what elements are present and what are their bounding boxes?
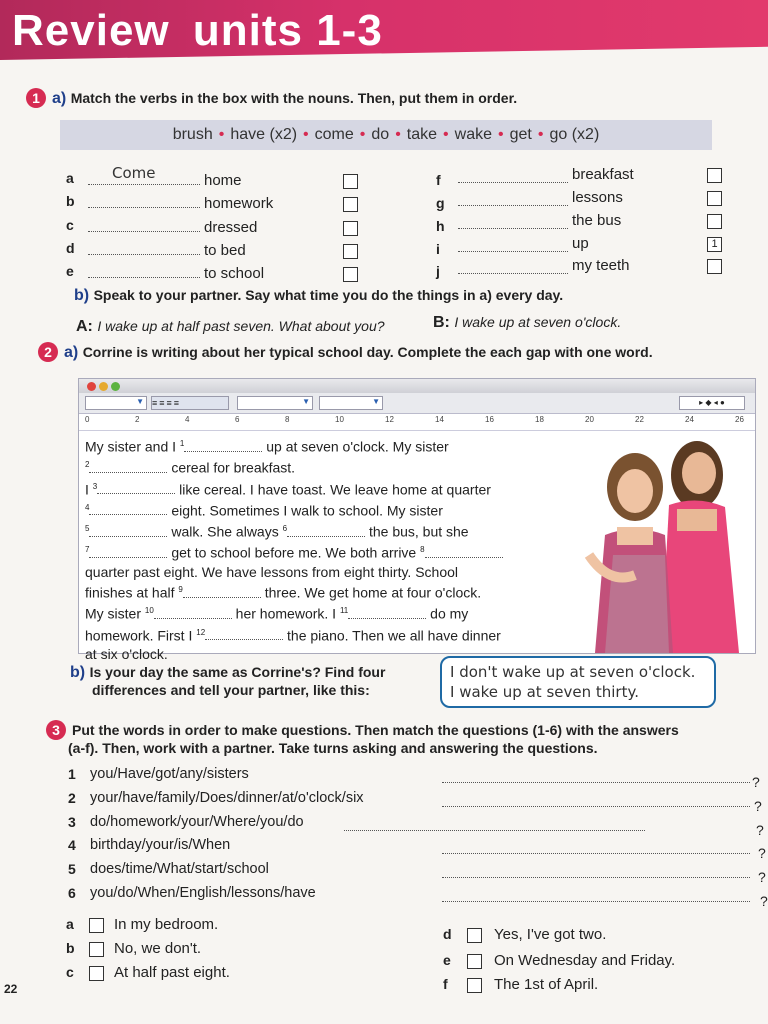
noun-label: the bus bbox=[572, 212, 622, 229]
bullet-dot: • bbox=[359, 126, 366, 143]
section3-heading bbox=[46, 720, 762, 758]
text-line bbox=[85, 520, 565, 541]
gap-blank[interactable] bbox=[89, 524, 167, 537]
noun-label: homework bbox=[204, 195, 274, 212]
gap-number: 8 bbox=[420, 545, 425, 555]
question-number: 2 bbox=[68, 790, 76, 806]
question-mark: ? bbox=[760, 893, 768, 909]
item-letter: a bbox=[66, 170, 74, 186]
answer-text: In my bedroom. bbox=[114, 916, 219, 933]
text-segment: three. We get home at four o'clock. bbox=[260, 584, 482, 601]
answer-blank[interactable] bbox=[458, 259, 568, 274]
question-mark: ? bbox=[758, 845, 766, 861]
answer-text: On Wednesday and Friday. bbox=[494, 952, 676, 969]
question-answer-line[interactable] bbox=[442, 794, 750, 807]
question-answer-line[interactable] bbox=[442, 770, 750, 783]
window-toolbar bbox=[79, 393, 755, 414]
order-checkbox[interactable] bbox=[707, 168, 722, 183]
answer-text: Yes, I've got two. bbox=[494, 926, 607, 943]
ruler-tick: 10 bbox=[335, 415, 344, 424]
ruler-tick: 16 bbox=[485, 415, 494, 424]
answer-blank[interactable] bbox=[458, 214, 568, 229]
order-checkbox[interactable] bbox=[343, 174, 358, 189]
noun-label: to school bbox=[204, 265, 265, 282]
question-mark: ? bbox=[752, 774, 760, 790]
noun-label: home bbox=[204, 172, 242, 189]
section-number: 1 bbox=[26, 88, 46, 108]
noun-label: to bed bbox=[204, 242, 246, 259]
text-segment: My sister bbox=[85, 606, 145, 622]
question-words: you/Have/got/any/sisters bbox=[90, 766, 249, 782]
answer-text: No, we don't. bbox=[114, 940, 202, 957]
word-box-item: take bbox=[406, 126, 438, 143]
part-label: b) bbox=[74, 287, 90, 304]
ruler-tick: 14 bbox=[435, 415, 444, 424]
item-letter: f bbox=[436, 172, 441, 188]
font-dropdown[interactable] bbox=[85, 396, 147, 410]
answer-blank[interactable] bbox=[458, 191, 568, 206]
bullet-dot: • bbox=[218, 126, 225, 143]
gap-blank[interactable] bbox=[205, 627, 283, 640]
gap-blank[interactable] bbox=[97, 481, 175, 494]
gap-blank[interactable] bbox=[348, 606, 426, 619]
answer-letter: a bbox=[66, 916, 74, 932]
answer-checkbox[interactable] bbox=[467, 978, 482, 993]
word-box-item: get bbox=[509, 126, 532, 143]
question-words: your/have/family/Does/dinner/at/o'clock/six bbox=[90, 790, 364, 806]
section-number: 3 bbox=[46, 720, 66, 740]
text-segment: get to school before me. We both arrive bbox=[167, 544, 421, 561]
ruler-tick: 4 bbox=[185, 415, 190, 424]
nav-arrows[interactable]: ▸ ◆ ◂ ● bbox=[679, 396, 745, 410]
style-dropdown[interactable] bbox=[237, 396, 313, 410]
text-segment: homework. First I bbox=[85, 627, 197, 644]
size-dropdown[interactable] bbox=[319, 396, 383, 410]
question-number: 6 bbox=[68, 885, 76, 901]
answer-letter: f bbox=[443, 976, 448, 992]
noun-label: dressed bbox=[204, 219, 258, 236]
answer-checkbox[interactable] bbox=[467, 954, 482, 969]
ruler-tick: 26 bbox=[735, 415, 744, 424]
ruler-tick: 12 bbox=[385, 415, 394, 424]
question-words: you/do/When/English/lessons/have bbox=[90, 885, 316, 901]
part-label: a) bbox=[52, 90, 67, 107]
question-answer-line[interactable] bbox=[442, 865, 750, 878]
part-label: b) bbox=[70, 664, 86, 681]
text-line bbox=[85, 499, 565, 520]
answer-letter: d bbox=[443, 926, 452, 942]
ruler-tick: 18 bbox=[535, 415, 544, 424]
text-segment: up at seven o'clock. My sister bbox=[262, 438, 449, 455]
section3-instruction-1: Put the words in order to make questions. Then match the questions (1-6) with the answers bbox=[72, 722, 679, 738]
question-number: 4 bbox=[68, 837, 76, 853]
word-box-item: come bbox=[314, 126, 354, 143]
ruler-tick: 22 bbox=[635, 415, 644, 424]
word-box-item: have (x2) bbox=[230, 126, 298, 143]
align-buttons[interactable]: ≡≡≡≡ bbox=[151, 396, 229, 410]
ruler-tick: 2 bbox=[135, 415, 140, 424]
section2-a-instruction: Corrine is writing about her typical school day. Complete the each gap with one word. bbox=[82, 344, 653, 360]
speech-bubble bbox=[440, 656, 716, 708]
answer-letter: b bbox=[66, 940, 75, 956]
item-letter: e bbox=[66, 263, 74, 279]
speaker-label: B: bbox=[433, 314, 450, 331]
order-checkbox[interactable] bbox=[707, 191, 722, 206]
noun-label: breakfast bbox=[572, 166, 634, 183]
ruler-tick: 6 bbox=[235, 415, 240, 424]
question-answer-line[interactable] bbox=[344, 818, 645, 831]
answer-checkbox[interactable] bbox=[89, 966, 104, 981]
text-segment: do my bbox=[426, 606, 469, 622]
answer-blank[interactable] bbox=[458, 237, 568, 252]
text-segment: quarter past eight. We have lessons from eight thirty. School bbox=[85, 563, 459, 580]
bubble-line: I wake up at seven thirty. bbox=[450, 683, 639, 701]
question-mark: ? bbox=[756, 822, 764, 838]
gap-number: 10 bbox=[144, 606, 154, 616]
noun-label: my teeth bbox=[572, 257, 630, 274]
question-words: do/homework/your/Where/you/do bbox=[90, 814, 304, 830]
minimize-icon[interactable] bbox=[99, 382, 108, 391]
order-checkbox[interactable] bbox=[707, 214, 722, 229]
order-checkbox[interactable]: 1 bbox=[707, 237, 722, 252]
section2-heading bbox=[38, 342, 653, 362]
order-checkbox[interactable] bbox=[343, 221, 358, 236]
section1-heading bbox=[26, 88, 517, 108]
gap-blank[interactable] bbox=[287, 524, 365, 537]
question-mark: ? bbox=[754, 798, 762, 814]
question-number: 3 bbox=[68, 814, 76, 830]
order-checkbox[interactable] bbox=[343, 244, 358, 259]
gap-number: 4 bbox=[85, 502, 90, 512]
section1-b-heading bbox=[74, 287, 563, 305]
section2-b-instruction-2: differences and tell your partner, like this: bbox=[92, 682, 370, 698]
answer-checkbox[interactable] bbox=[89, 918, 104, 933]
speaker-label: A: bbox=[76, 318, 93, 335]
chevron-down-icon: ▼ bbox=[136, 397, 144, 406]
order-checkbox[interactable] bbox=[343, 267, 358, 282]
item-letter: c bbox=[66, 217, 74, 233]
item-letter: h bbox=[436, 218, 445, 234]
question-words: birthday/your/is/When bbox=[90, 837, 231, 853]
section1-b-instruction: Speak to your partner. Say what time you do the things in a) every day. bbox=[93, 287, 564, 303]
item-letter: g bbox=[436, 195, 445, 211]
page-title bbox=[12, 6, 383, 56]
zoom-icon[interactable] bbox=[111, 382, 120, 391]
answer-blank[interactable] bbox=[88, 240, 200, 255]
order-checkbox[interactable] bbox=[343, 197, 358, 212]
word-box-item: wake bbox=[454, 126, 493, 143]
window-titlebar bbox=[79, 379, 755, 393]
ruler-tick: 24 bbox=[685, 415, 694, 424]
gap-number: 5 bbox=[85, 524, 90, 533]
gap-number: 12 bbox=[196, 627, 206, 637]
chevron-down-icon: ▼ bbox=[302, 397, 310, 406]
answer-blank[interactable] bbox=[88, 217, 200, 232]
section3-instruction-2: (a-f). Then, work with a partner. Take turns asking and answering the questions. bbox=[68, 740, 598, 756]
text-segment: like cereal. I have toast. We leave home at quarter bbox=[175, 481, 491, 498]
review-word: Review bbox=[12, 6, 170, 55]
item-letter: j bbox=[436, 263, 440, 279]
question-number: 1 bbox=[68, 766, 76, 782]
gap-blank[interactable] bbox=[89, 545, 167, 558]
answer-checkbox[interactable] bbox=[89, 942, 104, 957]
text-segment: eight. Sometimes I walk to school. My sister bbox=[167, 502, 443, 519]
section2-b-instruction-1: Is your day the same as Corrine's? Find four bbox=[89, 664, 386, 680]
answer-letter: c bbox=[66, 964, 74, 980]
section-number: 2 bbox=[38, 342, 58, 362]
item-letter: b bbox=[66, 193, 75, 209]
page-number: 22 bbox=[4, 982, 18, 996]
dialogue-a bbox=[76, 318, 385, 336]
item-letter: i bbox=[436, 241, 440, 257]
answer-blank[interactable] bbox=[458, 168, 568, 183]
bullet-dot: • bbox=[303, 126, 309, 143]
units-title: units 1-3 bbox=[192, 6, 383, 55]
text-line bbox=[85, 456, 565, 477]
text-segment: the piano. Then we all have dinner bbox=[283, 627, 501, 644]
gap-blank[interactable] bbox=[89, 502, 167, 515]
answer-blank[interactable] bbox=[88, 263, 200, 278]
answer-text: At half past eight. bbox=[114, 964, 230, 981]
gap-number: 2 bbox=[85, 460, 90, 470]
dialogue-text: I wake up at half past seven. What about you? bbox=[97, 318, 385, 334]
text-segment: walk. She always bbox=[167, 523, 283, 540]
page-header bbox=[0, 0, 768, 62]
corrine-text bbox=[85, 435, 565, 663]
gap-blank[interactable] bbox=[89, 460, 167, 473]
bubble-line: I don't wake up at seven o'clock. bbox=[450, 663, 696, 681]
handwritten-answer: Come bbox=[112, 164, 156, 182]
question-words: does/time/What/start/school bbox=[90, 861, 269, 877]
word-box bbox=[60, 120, 712, 150]
text-line bbox=[85, 478, 565, 499]
word-processor-window bbox=[78, 378, 756, 662]
question-answer-line[interactable] bbox=[442, 841, 750, 854]
bullet-dot: • bbox=[537, 126, 544, 143]
text-segment: at six o'clock. bbox=[85, 645, 168, 662]
gap-number: 7 bbox=[85, 545, 90, 555]
ruler bbox=[79, 414, 755, 431]
gap-number: 3 bbox=[92, 481, 98, 491]
text-segment: My sister and I bbox=[85, 438, 180, 455]
gap-blank[interactable] bbox=[425, 545, 503, 558]
gap-number: 6 bbox=[282, 524, 288, 533]
question-number: 5 bbox=[68, 861, 76, 877]
section1-a-instruction: Match the verbs in the box with the nouns. Then, put them in order. bbox=[70, 90, 518, 106]
bullet-dot: • bbox=[395, 126, 401, 143]
order-checkbox[interactable] bbox=[707, 259, 722, 274]
noun-label: up bbox=[572, 235, 589, 252]
part-label: a) bbox=[64, 344, 79, 361]
question-answer-line[interactable] bbox=[442, 889, 750, 902]
answer-letter: e bbox=[443, 952, 451, 968]
text-line bbox=[85, 624, 565, 645]
gap-number: 9 bbox=[178, 585, 183, 595]
word-box-item: brush bbox=[172, 126, 213, 143]
noun-label: lessons bbox=[572, 189, 623, 206]
text-line bbox=[85, 602, 565, 623]
text-segment: cereal for breakfast. bbox=[167, 459, 296, 476]
bullet-dot: • bbox=[498, 126, 504, 143]
dialogue-text: I wake up at seven o'clock. bbox=[454, 314, 622, 330]
ruler-tick: 8 bbox=[285, 415, 290, 424]
question-mark: ? bbox=[758, 869, 766, 885]
item-letter: d bbox=[66, 240, 75, 256]
text-segment: the bus, but she bbox=[365, 523, 469, 540]
section2-b-heading bbox=[70, 664, 430, 700]
gap-blank[interactable] bbox=[154, 606, 232, 619]
ruler-tick: 0 bbox=[85, 415, 90, 424]
text-line bbox=[85, 541, 565, 562]
chevron-down-icon: ▼ bbox=[372, 397, 380, 406]
text-segment: her homework. I bbox=[231, 606, 340, 622]
word-box-item: do bbox=[371, 126, 390, 143]
dialogue-b bbox=[433, 314, 621, 332]
answer-blank[interactable] bbox=[88, 193, 200, 208]
girls-photo bbox=[569, 435, 755, 653]
text-segment: finishes at half bbox=[85, 584, 179, 601]
text-line bbox=[85, 435, 565, 456]
text-line bbox=[85, 563, 565, 582]
answer-text: The 1st of April. bbox=[494, 976, 599, 993]
bullet-dot: • bbox=[443, 126, 449, 143]
text-line bbox=[85, 581, 565, 602]
gap-number: 1 bbox=[179, 439, 185, 448]
gap-number: 11 bbox=[339, 606, 349, 616]
answer-checkbox[interactable] bbox=[467, 928, 482, 943]
close-icon[interactable] bbox=[87, 382, 96, 391]
gap-blank[interactable] bbox=[184, 439, 262, 452]
text-segment: I bbox=[85, 481, 93, 498]
ruler-tick: 20 bbox=[585, 415, 594, 424]
gap-blank[interactable] bbox=[183, 585, 261, 598]
word-box-item: go (x2) bbox=[549, 126, 600, 143]
